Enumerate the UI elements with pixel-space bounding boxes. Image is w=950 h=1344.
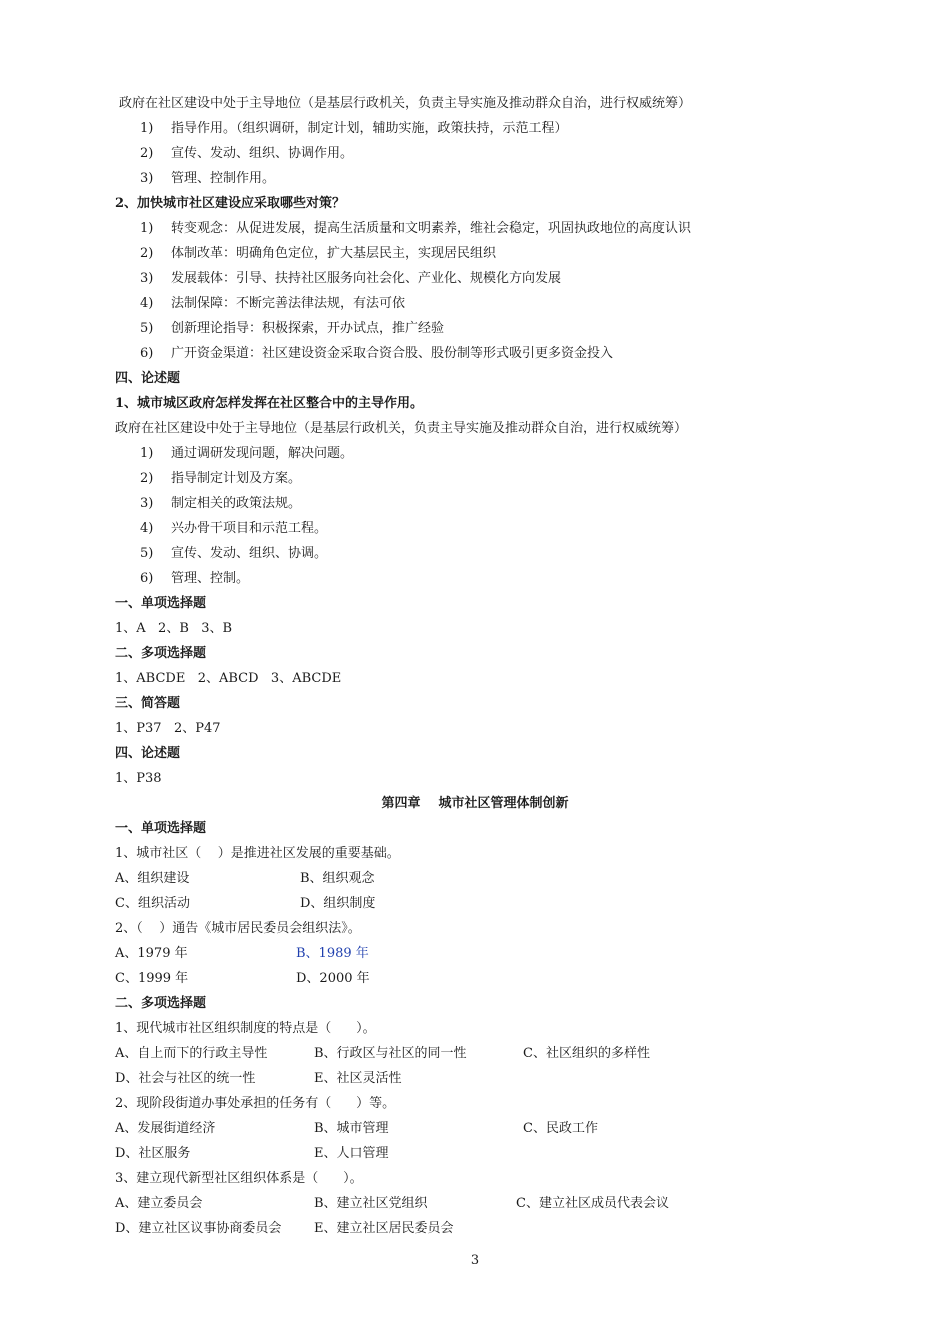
option-d: D、社会与社区的统一性 bbox=[115, 1071, 256, 1086]
option-c: C、民政工作 bbox=[523, 1121, 598, 1136]
list-item-number: 1) bbox=[140, 221, 154, 236]
list-item-number: 6) bbox=[140, 346, 154, 361]
section-heading: 一、单项选择题 bbox=[115, 821, 207, 836]
list-item-number: 2) bbox=[140, 146, 154, 161]
list-item-number: 6) bbox=[140, 571, 154, 586]
option-c: C、建立社区成员代表会议 bbox=[516, 1196, 669, 1211]
list-item-text: 管理、控制作用。 bbox=[171, 171, 276, 186]
essay-intro: 政府在社区建设中处于主导地位（是基层行政机关，负责主导实施及推动群众自治，进行权威统筹） bbox=[115, 421, 688, 436]
list-item-text: 宣传、发动、组织、协调。 bbox=[171, 546, 328, 561]
list-item-text: 指导制定计划及方案。 bbox=[171, 471, 302, 486]
list-item-number: 1) bbox=[140, 121, 154, 136]
question-heading: 1、城市城区政府怎样发挥在社区整合中的主导作用。 bbox=[115, 396, 424, 411]
answer-section-heading: 四、论述题 bbox=[115, 746, 181, 761]
question-text: 2、（ ）通告《城市居民委员会组织法》。 bbox=[115, 921, 361, 936]
answer-section-heading: 三、简答题 bbox=[115, 696, 181, 711]
list-item-text: 管理、控制。 bbox=[171, 571, 250, 586]
option-c: C、组织活动 bbox=[115, 896, 190, 911]
list-item-number: 4) bbox=[140, 296, 154, 311]
option-d: D、2000 年 bbox=[296, 971, 370, 986]
option-b: B、建立社区党组织 bbox=[314, 1196, 428, 1211]
section-heading: 四、论述题 bbox=[115, 371, 181, 386]
list-item-number: 4) bbox=[140, 521, 154, 536]
answer-line: 1、P38 bbox=[115, 771, 162, 786]
list-item-text: 法制保障：不断完善法律法规，有法可依 bbox=[171, 296, 406, 311]
list-item-number: 5) bbox=[140, 546, 154, 561]
option-c: C、社区组织的多样性 bbox=[523, 1046, 650, 1061]
question-text: 3、建立现代新型社区组织体系是（ ）。 bbox=[115, 1171, 363, 1186]
option-e: E、社区灵活性 bbox=[314, 1071, 402, 1086]
option-d: D、社区服务 bbox=[115, 1146, 191, 1161]
list-item-number: 2) bbox=[140, 246, 154, 261]
option-a: A、自上而下的行政主导性 bbox=[115, 1046, 268, 1061]
list-item-text: 通过调研发现问题，解决问题。 bbox=[171, 446, 354, 461]
intro-paragraph: 政府在社区建设中处于主导地位（是基层行政机关，负责主导实施及推动群众自治，进行权威统筹） bbox=[119, 96, 692, 111]
question-text: 2、现阶段街道办事处承担的任务有（ ）等。 bbox=[115, 1096, 396, 1111]
list-item-number: 2) bbox=[140, 471, 154, 486]
option-a: A、发展街道经济 bbox=[115, 1121, 216, 1136]
option-b-highlighted: B、1989 年 bbox=[296, 946, 369, 961]
list-item-text: 制定相关的政策法规。 bbox=[171, 496, 302, 511]
list-item-text: 体制改革：明确角色定位，扩大基层民主，实现居民组织 bbox=[171, 246, 497, 261]
option-c: C、1999 年 bbox=[115, 971, 189, 986]
answer-section-heading: 一、单项选择题 bbox=[115, 596, 207, 611]
option-e: E、建立社区居民委员会 bbox=[314, 1221, 454, 1236]
list-item-text: 指导作用。（组织调研，制定计划，辅助实施，政策扶持，示范工程） bbox=[171, 121, 568, 136]
answer-section-heading: 二、多项选择题 bbox=[115, 646, 207, 661]
section-heading: 二、多项选择题 bbox=[115, 996, 207, 1011]
option-b: B、行政区与社区的同一性 bbox=[314, 1046, 467, 1061]
list-item-text: 宣传、发动、组织、协调作用。 bbox=[171, 146, 354, 161]
option-a: A、1979 年 bbox=[115, 946, 188, 961]
answer-line: 1、A 2、B 3、B bbox=[115, 621, 233, 636]
question-text: 1、城市社区（ ）是推进社区发展的重要基础。 bbox=[115, 846, 400, 861]
list-item-number: 3) bbox=[140, 271, 154, 286]
option-a: A、建立委员会 bbox=[115, 1196, 203, 1211]
option-b: B、组织观念 bbox=[300, 871, 375, 886]
option-d: D、组织制度 bbox=[300, 896, 376, 911]
option-b: B、城市管理 bbox=[314, 1121, 389, 1136]
page-number: 3 bbox=[470, 1253, 480, 1268]
answer-line: 1、P37 2、P47 bbox=[115, 721, 221, 736]
option-d: D、建立社区议事协商委员会 bbox=[115, 1221, 282, 1236]
list-item-number: 3) bbox=[140, 171, 154, 186]
list-item-text: 发展载体：引导、扶持社区服务向社会化、产业化、规模化方向发展 bbox=[171, 271, 562, 286]
chapter-title: 第四章 城市社区管理体制创新 bbox=[381, 796, 569, 811]
list-item-number: 3) bbox=[140, 496, 154, 511]
answer-line: 1、ABCDE 2、ABCD 3、ABCDE bbox=[115, 671, 342, 686]
list-item-number: 1) bbox=[140, 446, 154, 461]
option-e: E、人口管理 bbox=[314, 1146, 389, 1161]
option-a: A、组织建设 bbox=[115, 871, 190, 886]
list-item-number: 5) bbox=[140, 321, 154, 336]
question-heading: 2、加快城市社区建设应采取哪些对策？ bbox=[115, 196, 346, 211]
list-item-text: 广开资金渠道：社区建设资金采取合资合股、股份制等形式吸引更多资金投入 bbox=[171, 346, 614, 361]
question-text: 1、现代城市社区组织制度的特点是（ ）。 bbox=[115, 1021, 376, 1036]
list-item-text: 兴办骨干项目和示范工程。 bbox=[171, 521, 328, 536]
list-item-text: 转变观念：从促进发展，提高生活质量和文明素养，维社会稳定，巩固执政地位的高度认识 bbox=[171, 221, 692, 236]
list-item-text: 创新理论指导：积极探索，开办试点，推广经验 bbox=[171, 321, 445, 336]
